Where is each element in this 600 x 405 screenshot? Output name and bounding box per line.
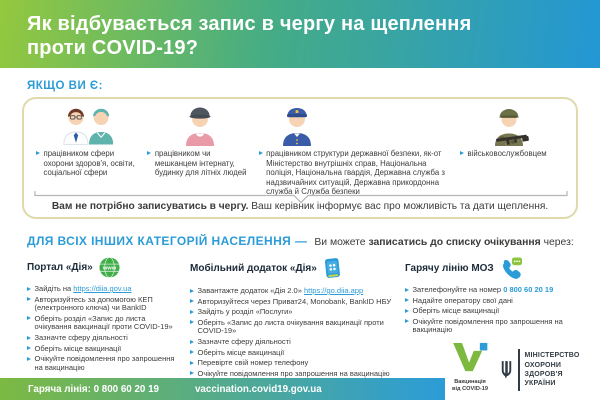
medical-workers-icon: [36, 104, 142, 146]
bullet-arrow-icon: [405, 309, 409, 313]
logo-divider: [518, 349, 520, 391]
bullet-arrow-icon: [36, 151, 40, 155]
bullet-arrow-icon: [190, 340, 194, 344]
category-item-security: [259, 104, 455, 197]
list-item: Оберіть розділ «Запис до листа очікування вакцинації проти COVID-19»: [27, 315, 177, 332]
bullet-arrow-icon: [190, 289, 194, 293]
moz-logo: МІНІСТЕРСТВО ОХОРОНИ ЗДОРОВ'Я УКРАЇНИ: [500, 349, 579, 391]
list-item: Надайте оператору свої дані: [405, 297, 575, 306]
category-item-care-home: [147, 104, 253, 197]
list-item: Очікуйте повідомлення про запрошення на вакцинацію: [405, 318, 575, 335]
footer-bar: [0, 378, 445, 400]
categories-box: [22, 97, 578, 219]
steps-list: [405, 286, 575, 335]
list-item: Зайдіть у розділ «Послуги»: [190, 308, 404, 317]
list-item: Оберіть місце вакцинації: [27, 345, 177, 354]
list-item: Оберіть місце вакцинації: [190, 349, 404, 358]
hyperlink[interactable]: https://go.diia.app: [303, 286, 364, 295]
soldier-icon: [460, 104, 564, 146]
www-globe-icon: [99, 257, 120, 278]
column-title: Гарячу лінію МОЗ: [405, 262, 494, 274]
column-diia-app: [190, 257, 404, 380]
bullet-arrow-icon: [460, 151, 464, 155]
note-text: Вам не потрібно записуватись в чергу. Ваш керівник інформує вас про можливість та дати щеплення.: [51, 201, 549, 212]
police-officer-icon: [259, 104, 455, 146]
category-item-healthcare: [36, 104, 142, 197]
list-item: Оберіть місце вакцинації: [405, 307, 575, 316]
bullet-arrow-icon: [190, 320, 194, 324]
if-you-are-heading: ЯКЩО ВИ Є:: [27, 80, 103, 92]
hyperlink[interactable]: https://diia.gov.ua: [73, 284, 132, 293]
list-item: Очікуйте повідомлення про запрошення на вакцинацію: [190, 370, 404, 379]
list-item: Зазначте сферу діяльності: [190, 338, 404, 347]
list-item: Оберіть «Запис до листа очікування вакцинації проти COVID-19»: [190, 319, 404, 336]
footer-website[interactable]: vaccination.covid19.gov.ua: [194, 383, 322, 395]
category-text: працівником сфери охорони здоров'я, освіти, соціальної сфери: [36, 149, 142, 178]
bullet-arrow-icon: [190, 310, 194, 314]
column-hotline: [405, 257, 575, 337]
column-diia-portal: [27, 257, 177, 374]
category-text: військовослужбовцем: [460, 149, 564, 159]
page-title-line2: проти COVID-19?: [27, 37, 199, 59]
bullet-arrow-icon: [190, 350, 194, 354]
bullet-arrow-icon: [259, 151, 263, 155]
bullet-arrow-icon: [405, 298, 409, 302]
diia-app-icon: [323, 257, 342, 280]
page-title-line1: Як відбувається запис в чергу на щеплення: [27, 13, 472, 35]
category-item-military: [460, 104, 564, 197]
header-banner: [0, 0, 600, 68]
bullet-arrow-icon: [27, 297, 31, 301]
bullet-arrow-icon: [27, 316, 31, 320]
categories-row: [24, 99, 576, 197]
phone-number: 0 800 60 20 19: [503, 285, 554, 294]
bullet-arrow-icon: [27, 357, 31, 361]
bullet-arrow-icon: [405, 319, 409, 323]
steps-list: [27, 285, 177, 372]
elderly-resident-icon: [147, 104, 253, 146]
bullet-arrow-icon: [190, 299, 194, 303]
list-item: Очікуйте повідомлення про запрошення на вакцинацію: [27, 355, 177, 372]
list-item: Авторизуйтеся через Приват24, Monobank, BankID НБУ: [190, 298, 404, 307]
vaccination-v-icon: [451, 342, 489, 372]
list-item: Зателефонуйте на номер 0 800 60 20 19: [405, 286, 575, 295]
list-item: Авторизуйтесь за допомогою КЕП (електронного ключа) чи BankID: [27, 296, 177, 313]
list-item: Зазначте сферу діяльності: [27, 334, 177, 343]
bullet-arrow-icon: [27, 336, 31, 340]
other-categories-heading: ДЛЯ ВСІХ ІНШИХ КАТЕГОРІЙ НАСЕЛЕННЯ — Ви можете записатись до списку очікування через:: [27, 234, 574, 248]
footer-hotline: Гаряча лінія: 0 800 60 20 19: [28, 383, 159, 395]
vaccination-logo: Вакцинація від COVID-19: [441, 342, 499, 393]
bullet-arrow-icon: [27, 287, 31, 291]
bullet-arrow-icon: [190, 371, 194, 375]
column-title: Мобільний додаток «Дія»: [190, 263, 317, 274]
trident-icon: [500, 355, 513, 385]
svg-text:www: www: [102, 265, 116, 272]
bullet-arrow-icon: [27, 346, 31, 350]
steps-list: [190, 287, 404, 378]
category-text: працівником чи мешканцем інтернату, будинку для літніх людей: [147, 149, 253, 178]
list-item: Зайдіть на https://diia.gov.ua: [27, 285, 177, 294]
bullet-arrow-icon: [405, 288, 409, 292]
bullet-arrow-icon: [190, 361, 194, 365]
list-item: Перевірте свій номер телефону: [190, 359, 404, 368]
list-item: Завантажте додаток «Дія 2.0» https://go.diia.app: [190, 287, 404, 296]
category-text: працівником структури державної безпеки, як-от Міністерство внутрішніх справ, Національна поліція, Національна гвардія, Державна служба з надзвичайних ситуацій, Державна прикордонна служба й Служба безпеки: [259, 149, 455, 197]
column-title: Портал «Дія»: [27, 262, 93, 273]
phone-handset-icon: [500, 257, 523, 279]
bullet-arrow-icon: [147, 151, 151, 155]
